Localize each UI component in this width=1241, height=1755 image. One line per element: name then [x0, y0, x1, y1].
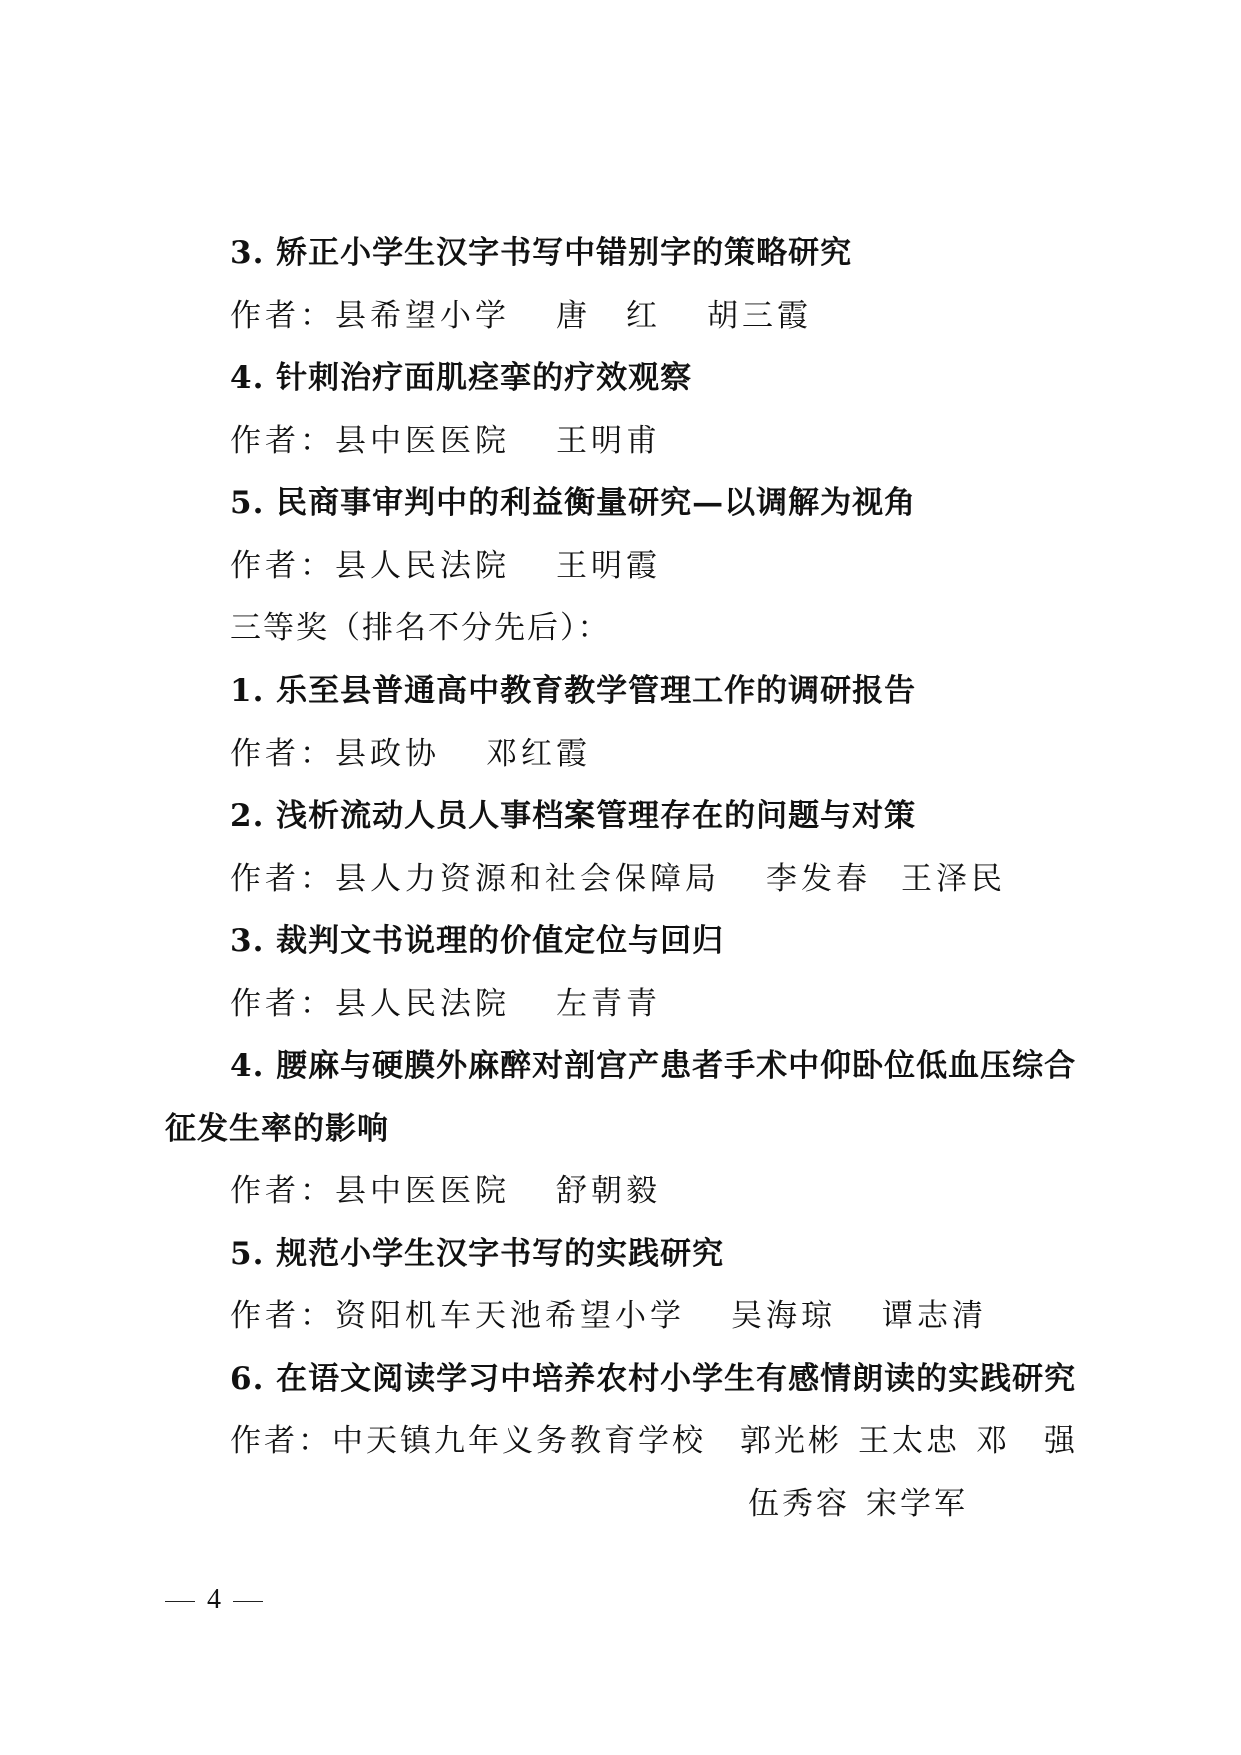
entry-author-line	[230, 1171, 661, 1211]
author-label: 作者：	[230, 861, 335, 897]
author-label: 作者：	[230, 423, 335, 459]
entry-author-line	[230, 1421, 1078, 1461]
author-label: 作者：	[230, 548, 335, 584]
author-label: 作者：	[230, 1173, 335, 1209]
author-name: 李发春	[766, 861, 871, 897]
author-name: 吴海琼	[731, 1298, 836, 1334]
author-name: 邓红霞	[486, 736, 591, 772]
author-name: 邓 强	[976, 1423, 1078, 1459]
entry-author-line	[230, 546, 661, 586]
entry-title: 1. 乐至县普通高中教育教学管理工作的调研报告	[230, 673, 917, 709]
footer-dash-left	[165, 1601, 195, 1602]
entry-title: 4. 腰麻与硬膜外麻醉对剖宫产患者手术中仰卧位低血压综合	[230, 1048, 1077, 1084]
author-name: 唐 红	[556, 298, 661, 334]
entry-author-line	[230, 421, 661, 461]
author-name: 舒朝毅	[556, 1173, 661, 1209]
author-name: 伍秀容	[748, 1486, 850, 1522]
entry-author-line	[230, 1296, 987, 1336]
author-org: 县人民法院	[335, 548, 510, 584]
author-org: 县中医医院	[335, 1173, 510, 1209]
entry-title: 3. 矫正小学生汉字书写中错别字的策略研究	[230, 235, 853, 271]
entry-author-line	[230, 984, 661, 1024]
author-org: 县希望小学	[335, 298, 510, 334]
author-org: 县人民法院	[335, 986, 510, 1022]
entry-author-line	[230, 734, 591, 774]
entry-title: 5. 规范小学生汉字书写的实践研究	[230, 1236, 725, 1272]
author-label: 作者：	[230, 736, 335, 772]
author-name: 王明甫	[556, 423, 661, 459]
author-name: 郭光彬	[740, 1423, 842, 1459]
entry-title-continued: 征发生率的影响	[165, 1111, 389, 1147]
entry-title: 3. 裁判文书说理的价值定位与回归	[230, 923, 725, 959]
footer-dash-right	[233, 1601, 263, 1602]
entry-title: 5. 民商事审判中的利益衡量研究—以调解为视角	[230, 485, 917, 521]
author-name: 王泽民	[901, 861, 1006, 897]
author-name: 王太忠	[858, 1423, 960, 1459]
page-footer	[165, 1582, 263, 1618]
entry-author-line-continued	[748, 1484, 968, 1524]
author-name: 谭志清	[882, 1298, 987, 1334]
author-label: 作者：	[230, 298, 335, 334]
author-name: 王明霞	[556, 548, 661, 584]
author-org: 中天镇九年义务教育学校	[332, 1423, 706, 1459]
author-org: 资阳机车天池希望小学	[335, 1298, 685, 1334]
entry-author-line	[230, 859, 1006, 899]
author-name: 胡三霞	[707, 298, 812, 334]
author-label: 作者：	[230, 986, 335, 1022]
author-name: 宋学军	[866, 1486, 968, 1522]
entry-title: 4. 针刺治疗面肌痉挛的疗效观察	[230, 360, 693, 396]
entry-title: 2. 浅析流动人员人事档案管理存在的问题与对策	[230, 798, 917, 834]
author-name: 左青青	[556, 986, 661, 1022]
author-org: 县中医医院	[335, 423, 510, 459]
author-org: 县政协	[335, 736, 440, 772]
author-label: 作者：	[230, 1298, 335, 1334]
author-label: 作者：	[230, 1423, 332, 1459]
entry-title: 6. 在语文阅读学习中培养农村小学生有感情朗读的实践研究	[230, 1361, 1077, 1397]
page-number: 4	[207, 1584, 221, 1615]
author-org: 县人力资源和社会保障局	[335, 861, 720, 897]
section-heading-third-prize: 三等奖（排名不分先后）：	[230, 610, 611, 646]
entry-author-line	[230, 296, 812, 336]
